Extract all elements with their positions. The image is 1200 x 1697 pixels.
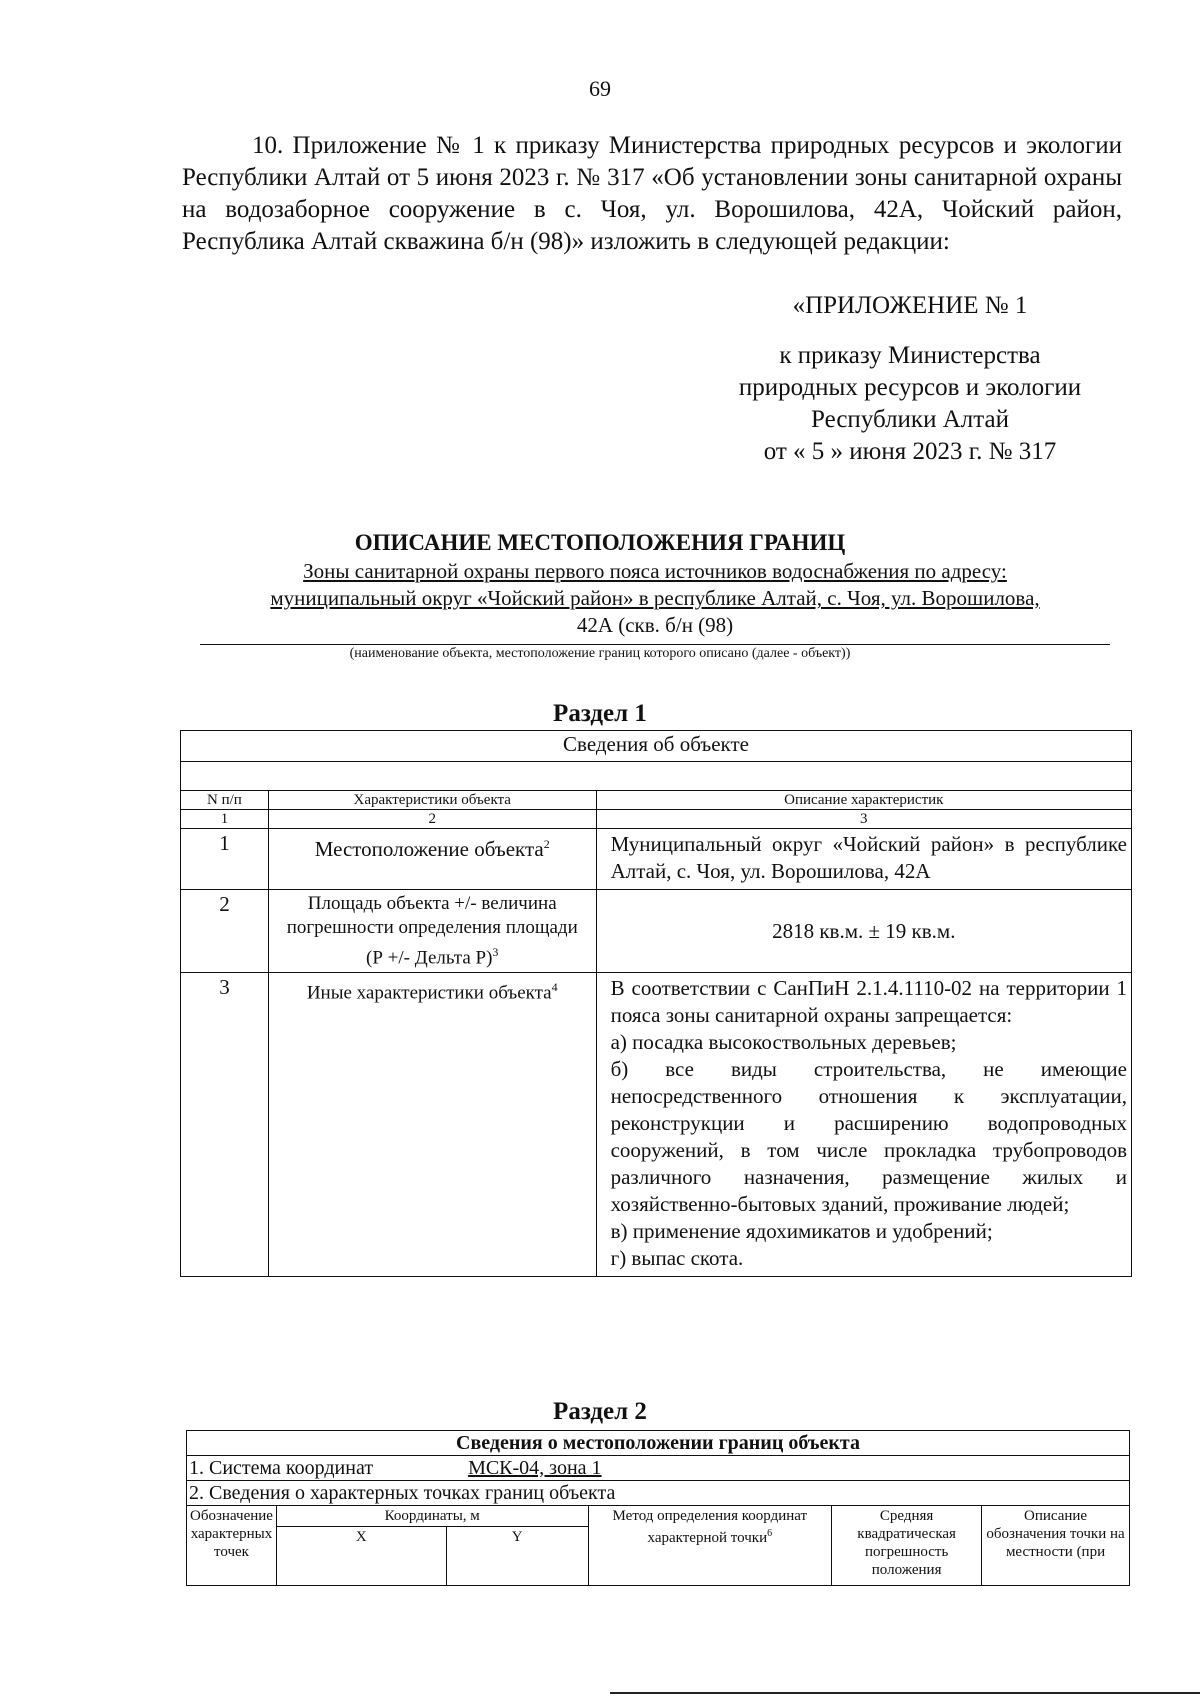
header-method	[588, 1506, 832, 1586]
appendix-line-1: к приказу Министерства	[779, 342, 1041, 369]
header-y: Y	[446, 1527, 588, 1586]
col-header-description: Описание характеристик	[596, 791, 1131, 810]
row-characteristic	[268, 890, 596, 973]
prohibition-b: б) все виды строительства, не имеющие непосредственного отношения к эксплуатации, реконструкции и расширению водопроводных сооружений, в том числе прокладка трубопроводов различного назначения, размещение жилых и хозяйственно-бытовых зданий, проживание людей;	[610, 1057, 1127, 1217]
coord-system-label: 1. Система координат	[189, 1457, 374, 1479]
col-header-characteristic: Характеристики объекта	[268, 791, 596, 810]
row-description: Муниципальный округ «Чойский район» в республике Алтай, с. Чоя, ул. Ворошилова, 42А	[596, 829, 1131, 890]
footnote-mark: 2	[543, 837, 550, 851]
row-characteristic	[268, 829, 596, 890]
col-number-3: 3	[596, 810, 1131, 829]
description-line-1: Зоны санитарной охраны первого пояса источников водоснабжения по адресу:	[303, 559, 1007, 583]
row-num: 2	[181, 890, 269, 973]
appendix-line-4: от « 5 » июня 2023 г. № 317	[763, 438, 1057, 465]
appendix-line-3: Республики Алтай	[811, 406, 1009, 433]
page-number: 69	[589, 76, 611, 101]
footnote-mark: 3	[492, 945, 499, 959]
header-designation: Обозначение характерных точек	[187, 1506, 277, 1586]
description-line-2: муниципальный округ «Чойский район» в республике Алтай, с. Чоя, ул. Ворошилова,	[270, 586, 1040, 610]
col-number-1: 1	[181, 810, 269, 829]
prohibition-c: в) применение ядохимикатов и удобрений;	[610, 1219, 993, 1244]
section-1-table	[180, 730, 1132, 1277]
header-marking: Описание обозначения точки на местности (при	[982, 1506, 1130, 1586]
row-characteristic	[268, 973, 596, 1277]
table-row	[181, 890, 1132, 973]
characteristic-text: Площадь объекта +/- величина погрешности определения площади (Р +/- Дельта Р)	[286, 893, 578, 969]
header-x: X	[276, 1527, 446, 1586]
appendix-title: «ПРИЛОЖЕНИЕ № 1	[792, 292, 1028, 319]
prohibition-intro: В соответствии с СанПиН 2.1.4.1110-02 на территории 1 пояса зоны санитарной охраны запрещается:	[610, 976, 1127, 1028]
intro-paragraph: 10. Приложение № 1 к приказу Министерства природных ресурсов и экологии Республики Алтай от 5 июня 2023 г. № 317 «Об установлении зоны санитарной охраны на водозаборное сооружение в с. Чоя, ул. Ворошилова, 42А, Чойский район, Республика Алтай скважина б/н (98)» изложить в следующей редакции:	[182, 132, 1122, 255]
table-empty-row	[181, 762, 1132, 791]
table-title: Сведения об объекте	[181, 731, 1132, 762]
description-line-3: 42А (скв. б/н (98)	[576, 613, 734, 637]
row-num: 3	[181, 973, 269, 1277]
section-1-heading: Раздел 1	[553, 700, 647, 727]
section-2-heading: Раздел 2	[553, 1398, 647, 1425]
row-description	[596, 973, 1131, 1277]
characteristic-text: Иные характеристики объекта	[306, 982, 552, 1004]
footnote-mark: 6	[767, 1528, 773, 1539]
coord-system-row	[187, 1456, 1130, 1481]
appendix-line-2: природных ресурсов и экологии	[738, 374, 1082, 401]
description-rule	[200, 644, 1110, 645]
row-description: 2818 кв.м. ± 19 кв.м.	[596, 890, 1131, 973]
prohibition-d: г) выпас скота.	[610, 1246, 744, 1271]
description-note: (наименование объекта, местоположение границ которого описано (далее - объект))	[349, 646, 851, 661]
table-row	[181, 973, 1132, 1277]
section-2-table-title: Сведения о местоположении границ объекта	[187, 1431, 1130, 1456]
footnote-mark: 4	[551, 980, 558, 995]
characteristic-text: Местоположение объекта	[314, 837, 544, 861]
col-header-num: N п/п	[181, 791, 269, 810]
col-number-2: 2	[268, 810, 596, 829]
prohibition-a: а) посадка высокоствольных деревьев;	[610, 1030, 957, 1055]
points-label: 2. Сведения о характерных точках границ объекта	[187, 1481, 1130, 1506]
method-text: Метод определения координат характерной точки	[612, 1508, 808, 1546]
section-2-table	[186, 1430, 1130, 1586]
description-subtitle	[200, 558, 1110, 639]
bottom-edge-line	[610, 1692, 1200, 1694]
table-row	[181, 829, 1132, 890]
appendix-reference	[700, 340, 1120, 468]
row-num: 1	[181, 829, 269, 890]
description-title: ОПИСАНИЕ МЕСТОПОЛОЖЕНИЯ ГРАНИЦ	[354, 530, 846, 555]
header-error: Средняя квадратическая погрешность положения	[832, 1506, 982, 1586]
header-coords: Координаты, м	[276, 1506, 588, 1527]
coord-system-value: МСК-04, зона 1	[468, 1457, 602, 1479]
